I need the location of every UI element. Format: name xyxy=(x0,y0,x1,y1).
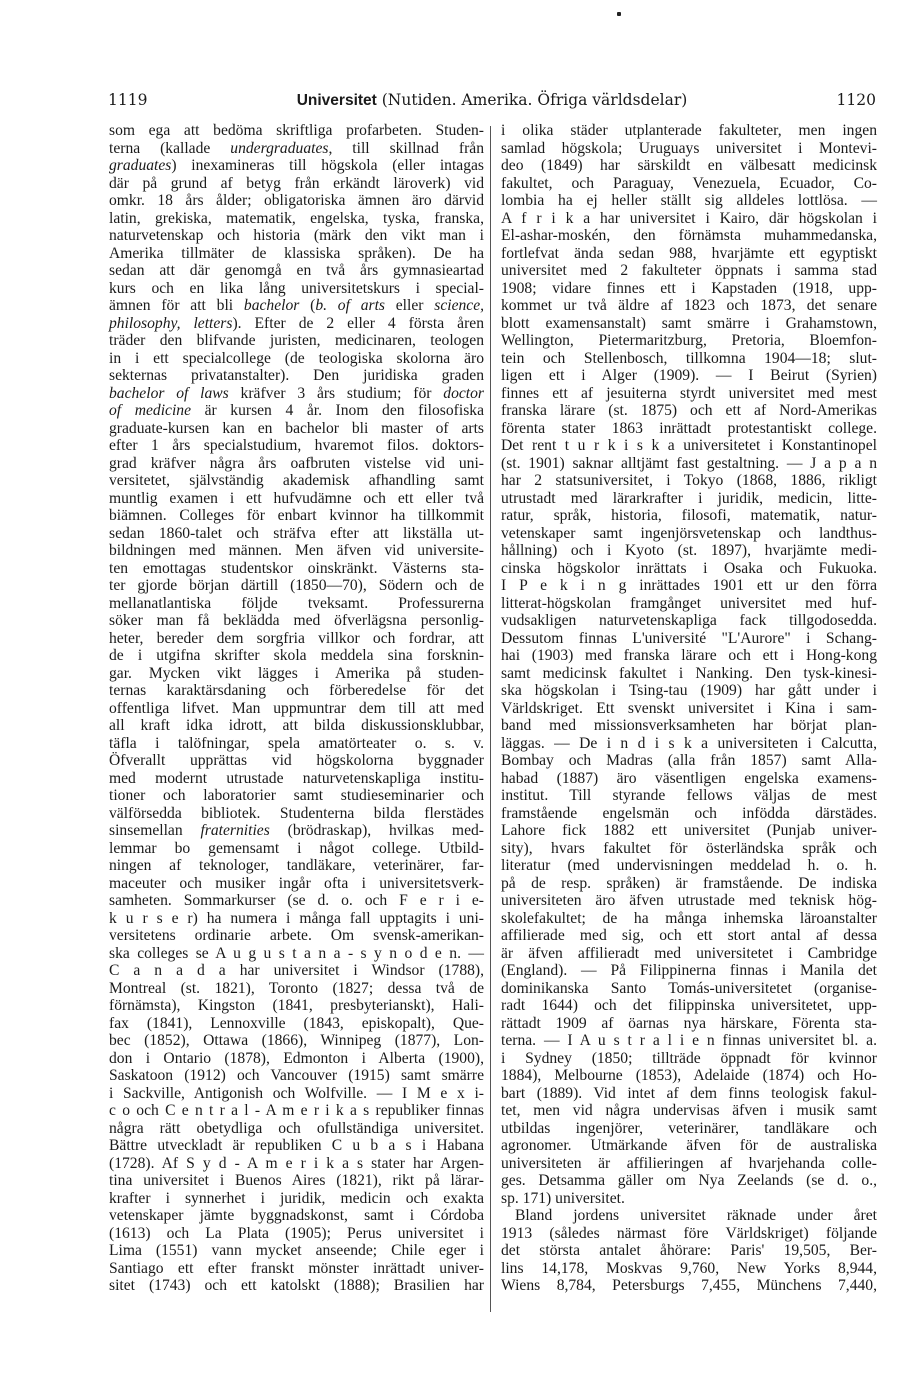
text-line: framstående engelsmän och infödda därstädes. xyxy=(501,804,877,822)
text-line: i Sydney (1850; tillträde öppnadt för kvinnor xyxy=(501,1049,877,1067)
print-speck xyxy=(617,12,621,16)
text-line: med modernt utrustade naturvetenskapliga institu- xyxy=(109,769,484,787)
text-line: i Sackville, Antigonish och Wolfville. — I M e x i- xyxy=(109,1084,484,1102)
text-line: ten emottagas studentskor oinskränkt. Västerns sta- xyxy=(109,559,484,577)
text-line: kommet ur två äldre af 1823 och 1873, det senare xyxy=(501,297,877,314)
text-line: Bland jordens universitet räknade under året xyxy=(515,1207,877,1224)
text-line: ternas karaktärsdaning och förberedelse för det xyxy=(109,682,484,699)
text-line: som ega att bedöma skriftliga profarbeten. Studen- xyxy=(109,122,484,139)
text-line: sitet (1743) och ett katolskt (1888); Brasilien har xyxy=(109,1277,484,1294)
text-line: är äfven affilieradt med universitetet i Cambridge xyxy=(501,944,877,962)
text-line: tioner och laboratorier samt studieseminarier och xyxy=(109,787,484,804)
text-line: de i utgifna skrifter skola meddela sina forsknin- xyxy=(109,647,484,664)
text-line: hai (1903) med franska lärare och ett i Hong-kong xyxy=(501,647,877,664)
text-line: 1908; vidare finnes ett i Kapstaden (1918, upp- xyxy=(501,279,877,297)
text-line: ska högskolan i Tsing-tau (1909) har gått under i xyxy=(501,682,877,699)
text-line: all kraft idka idrott, att bilda diskussionsklubbar, xyxy=(109,717,484,734)
text-line: fakultet, och Paraguay, Venezuela, Ecuador, Co- xyxy=(501,174,877,192)
text-line: (1728). Af S y d - A m e r i k a s stater har Argen- xyxy=(109,1154,484,1172)
text-line: universitet med 2 fakulteter öppnats i samma stad xyxy=(501,262,877,279)
text-line: offentliga lifvet. Man uppmuntrar dem till att med xyxy=(109,699,484,717)
text-line: band med missionsverksamheten har börjat plan- xyxy=(501,717,877,734)
text-line: Amerika tillmäter de klassiska språken). De ha xyxy=(109,244,484,262)
text-line: Montreal (st. 1821), Toronto (1827; dessa två de xyxy=(109,979,484,997)
text-line: maceuter och musiker ingår ofta i universitetsverk- xyxy=(109,874,484,892)
text-line: agronomer. Utmärkande äfven för de australiska xyxy=(501,1137,877,1154)
text-line: samlad högskola; Uruguays universitet i Montevi- xyxy=(501,139,877,157)
text-line: Dessutom finnas L'université "L'Aurore" i Schang- xyxy=(501,629,877,647)
text-line: bildningen med männen. Men äfven vid universite- xyxy=(109,542,484,559)
text-line: krafter i synnerhet i juridik, medicin och exakta xyxy=(109,1189,484,1207)
text-line: rättadt 1909 af öarnas nya härskare, Förenta sta- xyxy=(501,1014,877,1032)
text-line: lins 14,178, Moskvas 9,760, New Yorks 8,944, xyxy=(501,1259,877,1277)
text-line: läggas. — De i n d i s k a universiteten i Calcutta, xyxy=(501,734,877,752)
text-line: institut. Till styrande fellows väljas de mest xyxy=(501,787,877,804)
text-line: heter, bereder dem sorgfria villkor och fordrar, att xyxy=(109,629,484,647)
text-line: ligen ett i Alger (1909). — I Beirut (Syrien) xyxy=(501,367,877,384)
text-line: bec (1852), Ottawa (1866), Winnipeg (1877), Lon- xyxy=(109,1032,484,1049)
running-title xyxy=(108,88,876,113)
text-line: på de resp. språken) är framstående. De indiska xyxy=(501,874,877,892)
text-line: blott examensanstalt) samt smärre i Grahamstown, xyxy=(501,314,877,332)
text-line: universiteten är affilieringen af hvarjehanda colle- xyxy=(501,1154,877,1172)
text-line: bart (1889). Vid intet af dem finns teologisk fakul- xyxy=(501,1084,877,1102)
text-line: universiteten äro äfven utrustade med teknisk hög- xyxy=(501,892,877,909)
text-line: graduate-kursen kan en bachelor bli master of arts xyxy=(109,419,484,437)
text-line: literatur (med undervisningen meddelad h. o. h. xyxy=(501,857,877,874)
text-line: (England). — På Filippinerna finnas i Manila det xyxy=(501,962,877,979)
text-line: franska lärare (st. 1875) och ett af Nord-Amerikas xyxy=(501,402,877,419)
text-line: några rätt obetydliga och ofullständiga universitet. xyxy=(109,1119,484,1137)
text-line: muntlig examen i ett hufvudämne och ett eller två xyxy=(109,489,484,507)
text-line: biämnen. Colleges för enbart kvinnor ha tillkommit xyxy=(109,507,484,524)
text-line: lemmar bo gemensamt i något college. Utbild- xyxy=(109,839,484,857)
text-line: lombia ha ej heller ställt sig alldeles lottlösa. — xyxy=(501,192,877,209)
text-line: efter 1 års specialstudium, hvaremot filos. doktors- xyxy=(109,437,484,454)
text-line: skolefakultet; de ha många inhemska läroanstalter xyxy=(501,909,877,927)
text-line: gar. Mycken vikt lägges i Amerika på studen- xyxy=(109,664,484,682)
text-line: (st. 1901) saknar alltjämt fast gestaltning. — J a p a n xyxy=(501,454,877,472)
running-title-subtitle: (Nutiden. Amerika. Öfriga världsdelar) xyxy=(376,91,688,109)
text-line: Världskriget. Ett svenskt universitet i Kina i sam- xyxy=(501,699,877,717)
text-line: vudsakligen naturvetenskapliga fack tillgodosedda. xyxy=(501,612,877,629)
text-line: Santiago ett efter franskt mönster inrättadt univer- xyxy=(109,1259,484,1277)
text-line: utrustadt med lärarkrafter i juridik, medicin, litte- xyxy=(501,489,877,507)
text-line: täfla i talöfningar, spela amatörteater o. s. v. xyxy=(109,734,484,752)
text-line: sedan att där genomgå en två års gymnasieartad xyxy=(109,262,484,279)
text-line: grad kräfver några års oafbruten vistelse vid uni- xyxy=(109,454,484,472)
text-line: vetenskaper jämte byggnadskonst, samt i Córdoba xyxy=(109,1207,484,1224)
text-line: utbildas ingenjörer, veterinärer, tandläkare och xyxy=(501,1119,877,1137)
text-line: sekternas privatanstalter). Den juridiska graden xyxy=(109,367,484,384)
text-line: Bombay och Madras (alla från 1857) samt Alla- xyxy=(501,752,877,769)
text-line: har 2 statsuniversitet, i Tokyo (1868, 1886, rikligt xyxy=(501,472,877,489)
text-line: (1613) och La Plata (1905); Perus universitet i xyxy=(109,1224,484,1242)
text-line: deo (1849) har särskildt en välbesatt medicinsk xyxy=(501,157,877,174)
text-line: där på grund af betyg från erkändt läroverk) vid xyxy=(109,174,484,192)
text-line: vetenskaper samt ingenjörsvetenskap och landthus- xyxy=(501,524,877,542)
text-line: kurs och en lika lång universitetskurs i special- xyxy=(109,279,484,297)
text-line: fortlefvat ända sedan 988, hvarjämte ett egyptiskt xyxy=(501,244,877,262)
text-line: Öfverallt upprättas vid högskolorna byggnader xyxy=(109,752,484,769)
text-line: ningen af teknologer, tandläkare, veterinärer, far- xyxy=(109,857,484,874)
text-line: sedan 1860-talet och sträfva efter att likställa ut- xyxy=(109,524,484,542)
text-line: i olika städer utplanterade fakulteter, men ingen xyxy=(501,122,877,139)
text-line: Lahore fick 1882 ett universitet (Punjab univer- xyxy=(501,822,877,839)
text-line: mellanatlantiska följde tveksamt. Professurerna xyxy=(109,594,484,612)
right-column xyxy=(501,122,877,1295)
text-line: I P e k i n g inrättades 1901 ett ur den förra xyxy=(501,577,877,594)
text-line: C a n a d a har universitet i Windsor (1788), xyxy=(109,962,484,979)
text-line: affilierade med sig, och ett stort antal af dessa xyxy=(501,927,877,944)
text-line: tein och Stellenbosch, tillkomna 1904—18; slut- xyxy=(501,349,877,367)
text-line: Wellington, Pietermaritzburg, Pretoria, Bloemfon- xyxy=(501,332,877,349)
running-title-keyword: Universitet xyxy=(296,92,377,109)
text-line: ska colleges se A u g u s t a n a - s y n o d e n. — xyxy=(109,944,484,962)
text-line: ter gjorde början därtill (1850—70), Södern och de xyxy=(109,577,484,594)
text-line: 1884), Melbourne (1853), Adelaide (1874) och Ho- xyxy=(501,1067,877,1084)
text-line: omkr. 18 års ålder; obligatoriska ämnen äro därvid xyxy=(109,192,484,209)
text-line: A f r i k a har universitet i Kairo, där högskolan i xyxy=(501,209,877,227)
text-line: ges. Detsamma gäller om Nya Zeelands (se d. o., xyxy=(501,1172,877,1189)
text-line: habad (1887) äro väsentligen engelska examens- xyxy=(501,769,877,787)
text-line: finnes ett af jesuiterna styrdt universitet med mest xyxy=(501,384,877,402)
text-line: sinsemellan fraternities (brödraskap), hvilkas med- xyxy=(109,822,484,839)
text-line: of medicine är kursen 4 år. Inom den filosofiska xyxy=(109,402,484,419)
right-page-number: 1120 xyxy=(836,91,876,109)
text-line: litterat-högskolan framgånget universitet med huf- xyxy=(501,594,877,612)
text-line: El-ashar-moskén, den förnämsta muhammedanska, xyxy=(501,227,877,244)
text-line: don i Ontario (1878), Edmonton i Alberta (1900), xyxy=(109,1049,484,1067)
text-line: fax (1841), Lennoxville (1843, episkopalt), Que- xyxy=(109,1014,484,1032)
text-line: ratur, språk, historia, filosofi, matematik, natur- xyxy=(501,507,877,524)
text-line: Lima (1551) vann mycket anseende; Chile eger i xyxy=(109,1242,484,1259)
text-line: graduates) inexamineras till högskola (eller intagas xyxy=(109,157,484,174)
text-line: det största antalet åhörare: Paris' 19,505, Ber- xyxy=(501,1242,877,1259)
left-column xyxy=(109,122,484,1295)
text-line: samt medicinsk fakultet i Nanking. Den tysk-kinesi- xyxy=(501,664,877,682)
text-line: förenta stater 1863 inrättadt protestantiskt college. xyxy=(501,419,877,437)
text-line: dominikanska Santo Tomás-universitetet (organise- xyxy=(501,979,877,997)
text-line: k u r s e r) ha numera i många fall upptagits i uni- xyxy=(109,909,484,927)
left-page-number: 1119 xyxy=(108,91,148,109)
text-line: förnämsta), Kingston (1841, presbyterianskt), Hali- xyxy=(109,997,484,1014)
text-line: söker man få beklädda med öfverlägsna personlig- xyxy=(109,612,484,629)
text-line: c o och C e n t r a l - A m e r i k a s republiker finnas xyxy=(109,1102,484,1119)
text-line: naturvetenskap och historia (märk den vikt man i xyxy=(109,227,484,244)
text-line: Det rent t u r k i s k a universitetet i Konstantinopel xyxy=(501,437,877,454)
text-line: radt 1644) och det filippinska universitetet, upp- xyxy=(501,997,877,1014)
text-line: terna. — I A u s t r a l i e n finnas universitet bl. a. xyxy=(501,1032,877,1049)
text-line: Saskatoon (1912) och Vancouver (1915) samt smärre xyxy=(109,1067,484,1084)
text-line: Bättre utveckladt är republiken C u b a s i Habana xyxy=(109,1137,484,1154)
text-line: träder den blifvande juristen, medicinaren, teologen xyxy=(109,332,484,349)
text-line: samheten. Sommarkurser (se d. o. och F e r i e- xyxy=(109,892,484,909)
text-line: cinska högskolor inrättats i Osaka och Fukuoka. xyxy=(501,559,877,577)
text-line: versitetet, självständig akademisk afhandling samt xyxy=(109,472,484,489)
text-line: välförsedda bibliotek. Studenterna bilda flerstädes xyxy=(109,804,484,822)
text-line: hållning) och i Kyoto (st. 1897), hvarjämte medi- xyxy=(501,542,877,559)
page-header xyxy=(108,88,876,112)
text-line: tet, men vid några undervisas äfven i musik samt xyxy=(501,1102,877,1119)
text-line: versitetens ordinarie arbete. Om svensk-amerikan- xyxy=(109,927,484,944)
text-line: philosophy, letters). Efter de 2 eller 4 första åren xyxy=(109,314,484,332)
column-divider xyxy=(490,126,491,1312)
text-line: latin, grekiska, matematik, engelska, tyska, franska, xyxy=(109,209,484,227)
text-line: sp. 171) universitet. xyxy=(501,1189,625,1207)
text-line: sity), hvars fakultet för österländska språk och xyxy=(501,839,877,857)
text-line: Wiens 8,784, Petersburgs 7,455, Münchens 7,440, xyxy=(501,1277,877,1294)
text-line: terna (kallade undergraduates, till skillnad från xyxy=(109,139,484,157)
text-line: ämnen för att bli bachelor (b. of arts eller science, xyxy=(109,297,485,314)
text-line: 1913 (således närmast före Världskriget) följande xyxy=(501,1224,877,1242)
text-line: in i ett specialcollege (de teologiska skolorna äro xyxy=(109,349,484,367)
text-line: tina universitet i Buenos Aires (1821), rikt på lärar- xyxy=(109,1172,484,1189)
text-line: bachelor of laws kräfver 3 års studium; för doctor xyxy=(109,384,484,402)
